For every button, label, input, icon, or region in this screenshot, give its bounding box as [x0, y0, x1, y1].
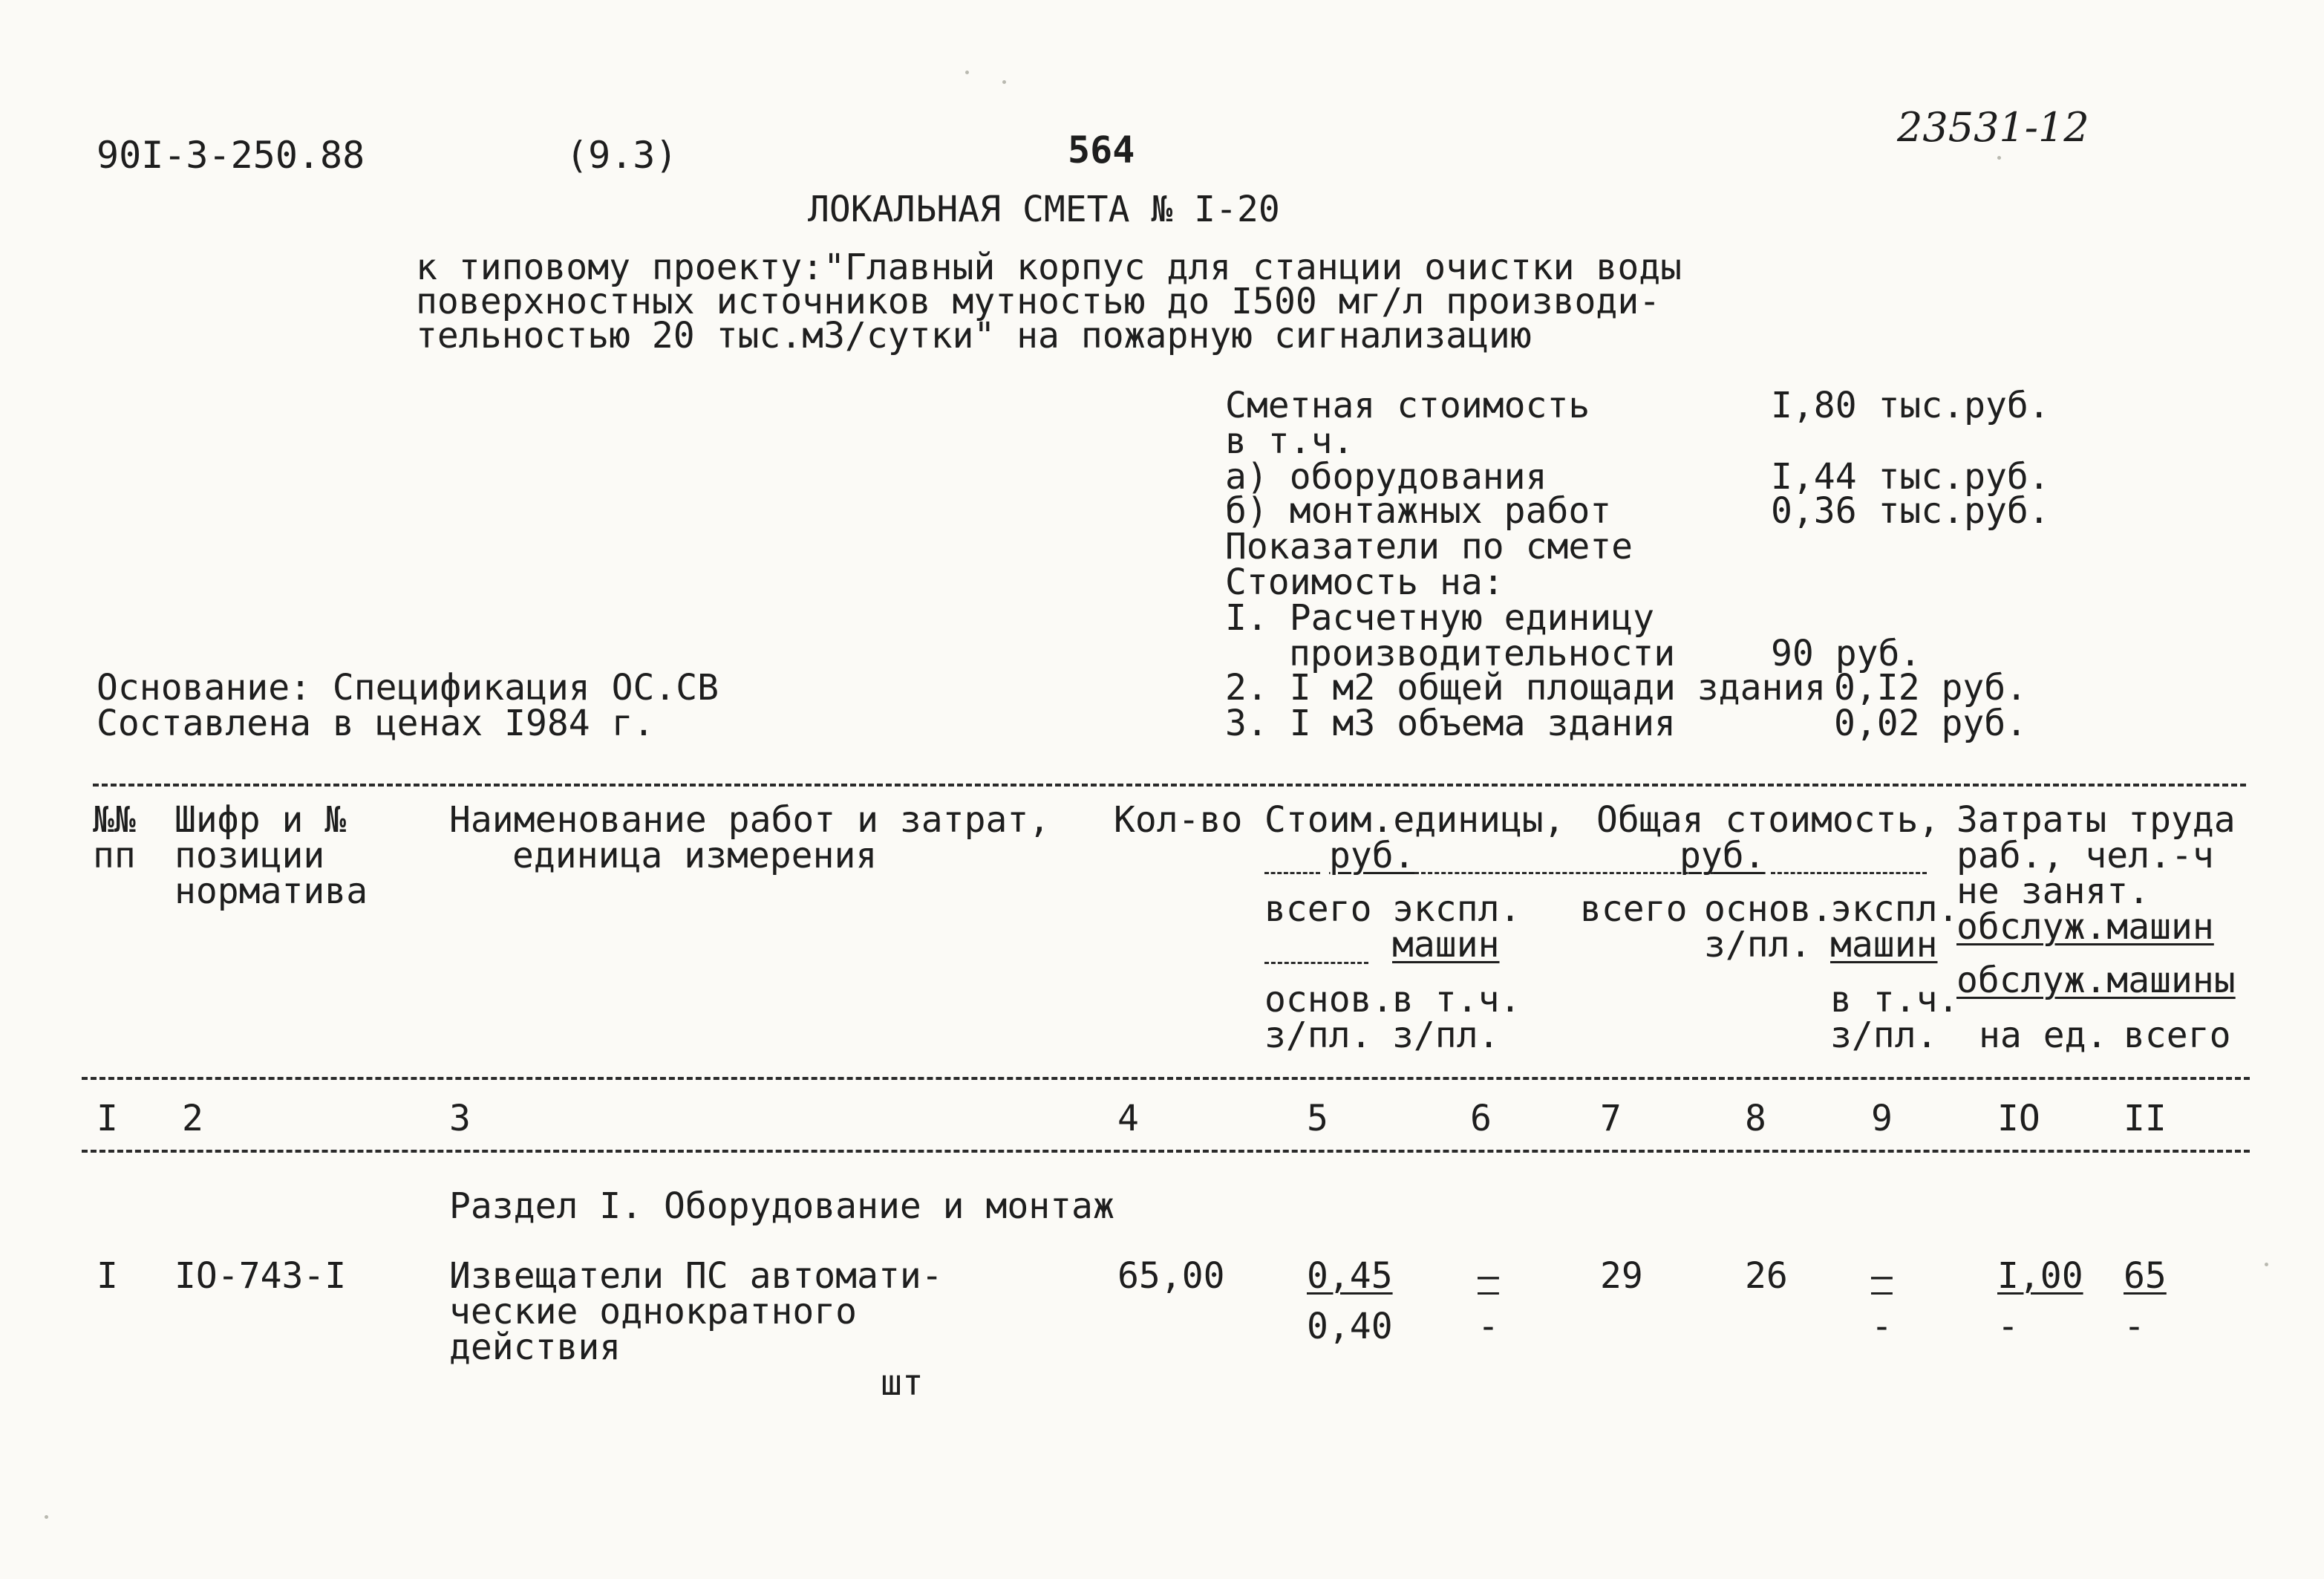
handwritten-reference: 23531-12	[1897, 104, 2089, 151]
subtitle-line-3: тельностью 20 тыс.м3/сутки" на пожарную сигнализацию	[416, 315, 1532, 357]
row-unit: шт	[881, 1362, 924, 1404]
header-total-base: основ.	[1704, 888, 1833, 930]
indicator-1-line-1: I. Расчетную единицу	[1225, 597, 1654, 639]
header-unit-incl: в т.ч.	[1392, 979, 1521, 1020]
header-labor: Затраты труда	[1956, 799, 2236, 841]
indicators-label: Показатели по смете	[1225, 526, 1633, 567]
subtitle-line-2: поверхностных источников мутностью до I500 мг/л производи-	[416, 281, 1661, 322]
column-number-6: 6	[1470, 1098, 1492, 1139]
header-col3-line1: Наименование работ и затрат,	[449, 799, 1051, 841]
indicator-3-value: 0,02 руб.	[1834, 703, 2028, 744]
header-col4: Кол-во	[1114, 799, 1243, 841]
header-total-cost: Общая стоимость,	[1596, 799, 1940, 841]
installation-label: б) монтажных работ	[1225, 490, 1612, 532]
column-number-9: 9	[1871, 1098, 1893, 1139]
header-total-all: всего	[1580, 888, 1688, 930]
row-total: 29	[1600, 1255, 1643, 1297]
row-code: IO-743-I	[174, 1255, 347, 1297]
row-number: I	[97, 1255, 118, 1297]
section-title: Раздел I. Оборудование и монтаж	[449, 1185, 1114, 1227]
indicator-1-value: 90 руб.	[1771, 633, 1922, 674]
row-labor-unit: I,00	[1997, 1255, 2083, 1297]
row-total-base: 26	[1745, 1255, 1788, 1297]
header-total-expl: экспл.	[1830, 888, 1959, 930]
incl-label: в т.ч.	[1225, 420, 1354, 462]
equipment-label: а) оборудования	[1225, 456, 1547, 498]
header-total-dash	[1771, 872, 1927, 874]
header-total-rub: руб.	[1680, 835, 1766, 876]
basis-line-1: Основание: Спецификация ОС.СВ	[97, 667, 719, 709]
header-unit-total: всего	[1264, 888, 1372, 930]
row-unit-base: 0,40	[1307, 1306, 1393, 1347]
header-unit-mach: машин	[1392, 924, 1500, 966]
installation-value: 0,36 тыс.руб.	[1771, 490, 2050, 532]
header-unit-expl: экспл.	[1392, 888, 1521, 930]
header-unit-base2: з/пл.	[1264, 1015, 1372, 1056]
row-name-line-3: действия	[449, 1326, 621, 1368]
row-unit-expl-incl: -	[1478, 1306, 1499, 1347]
column-number-7: 7	[1600, 1098, 1622, 1139]
column-number-11: II	[2124, 1098, 2167, 1139]
header-unit-dash-3	[1264, 962, 1368, 964]
row-labor-unit-sub: -	[1997, 1306, 2019, 1347]
doc-number: 90I-3-250.88	[97, 134, 365, 177]
column-number-10: IO	[1997, 1098, 2040, 1139]
section-code: (9.3)	[566, 134, 678, 177]
header-labor2: раб., чел.-ч	[1956, 835, 2214, 876]
equipment-value: I,44 тыс.руб.	[1771, 456, 2050, 498]
row-labor-total-sub: -	[2124, 1306, 2145, 1347]
column-number-4: 4	[1117, 1098, 1139, 1139]
header-labor5: обслуж.машины	[1956, 960, 2236, 1001]
header-col2-line3: норматива	[174, 870, 368, 912]
header-total-incl: в т.ч.	[1830, 979, 1959, 1020]
header-col1-line2: пп	[93, 835, 136, 876]
header-col2-line2: позиции	[174, 835, 325, 876]
subtitle-line-1: к типовому проекту:"Главный корпус для станции очистки воды	[416, 247, 1682, 288]
header-unit-dash-1	[1264, 872, 1320, 874]
scan-speck	[1997, 156, 2001, 160]
column-number-8: 8	[1745, 1098, 1766, 1139]
header-unit-rub: руб.	[1329, 835, 1415, 876]
row-name-line-1: Извещатели ПС автомати-	[449, 1255, 943, 1297]
page-number: 564	[1068, 128, 1135, 172]
cost-label: Сметная стоимость	[1225, 385, 1590, 426]
scan-speck	[2265, 1263, 2268, 1266]
column-number-5: 5	[1307, 1098, 1328, 1139]
column-number-2: 2	[182, 1098, 203, 1139]
scan-speck	[1002, 80, 1006, 84]
table-top-rule	[93, 784, 2246, 787]
header-col3-line2: единица измерения	[512, 835, 878, 876]
indicator-2-value: 0,I2 руб.	[1834, 667, 2028, 709]
header-total-incl2: з/пл.	[1830, 1015, 1938, 1056]
header-labor-total: всего	[2124, 1015, 2231, 1056]
cost-value: I,80 тыс.руб.	[1771, 385, 2050, 426]
row-total-expl-incl: -	[1871, 1306, 1893, 1347]
indicator-3-label: 3. I м3 объема здания	[1225, 703, 1676, 744]
row-quantity: 65,00	[1117, 1255, 1225, 1297]
header-total-base2: з/пл.	[1704, 924, 1812, 966]
column-numbers-bottom-rule	[82, 1150, 2250, 1153]
column-numbers-top-rule	[82, 1077, 2250, 1080]
row-unit-expl: –	[1478, 1255, 1499, 1297]
header-unit-base: основ.	[1264, 979, 1394, 1020]
header-unit-cost: Стоим.единицы,	[1264, 799, 1565, 841]
header-labor3: не занят.	[1956, 870, 2150, 912]
document-title: ЛОКАЛЬНАЯ СМЕТА № I-20	[808, 189, 1280, 230]
scan-speck	[965, 71, 969, 74]
basis-line-2: Составлена в ценах I984 г.	[97, 703, 655, 744]
row-total-expl: –	[1871, 1255, 1893, 1297]
row-labor-total: 65	[2124, 1255, 2167, 1297]
column-number-1: I	[97, 1098, 118, 1139]
row-name-line-2: ческие однократного	[449, 1291, 858, 1332]
header-col1-line1: №№	[93, 799, 136, 841]
header-labor4: обслуж.машин	[1956, 906, 2214, 948]
header-total-mach: машин	[1830, 924, 1938, 966]
cost-on-label: Стоимость на:	[1225, 561, 1504, 603]
indicator-1-line-2: производительности	[1289, 633, 1676, 674]
row-unit-total: 0,45	[1307, 1255, 1393, 1297]
column-number-3: 3	[449, 1098, 471, 1139]
header-col2-line1: Шифр и №	[174, 799, 347, 841]
header-labor-unit: на ед.	[1979, 1015, 2108, 1056]
header-unit-incl2: з/пл.	[1392, 1015, 1500, 1056]
scan-speck	[45, 1515, 48, 1519]
indicator-2-label: 2. I м2 общей площади здания	[1225, 667, 1827, 709]
